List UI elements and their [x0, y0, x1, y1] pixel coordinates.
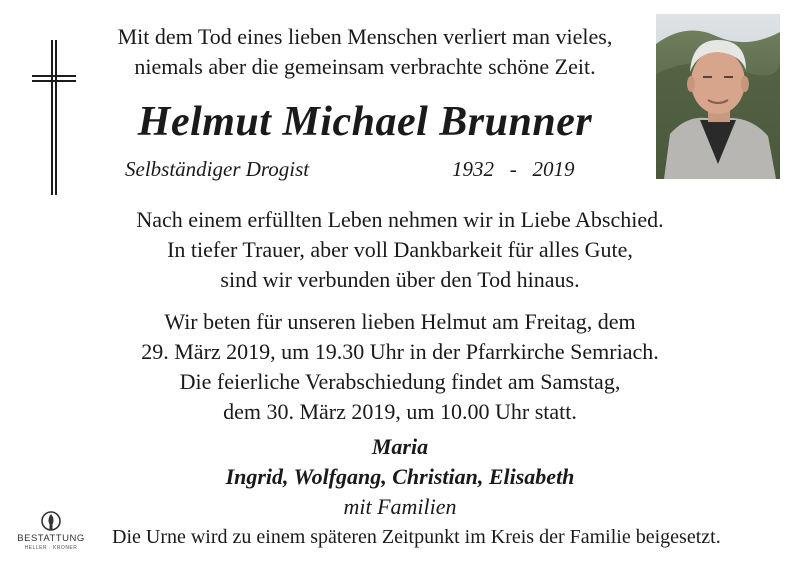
quote-line: niemals aber die gemeinsam verbrachte schöne Zeit.	[134, 54, 596, 79]
funeral-home-logo-subtext: HELLER · KRONER	[24, 545, 78, 551]
service-paragraph	[60, 307, 740, 427]
opening-quote	[80, 22, 650, 82]
farewell-paragraph	[60, 205, 740, 295]
quote-line: Mit dem Tod eines lieben Menschen verliert man vieles,	[117, 24, 613, 49]
paragraph-line: sind wir verbunden über den Tod hinaus.	[220, 267, 580, 292]
cross-icon	[30, 40, 78, 195]
mourner-families: mit Familien	[343, 494, 457, 519]
paragraph-line: 29. März 2019, um 19.30 Uhr in der Pfarrkirche Semriach.	[141, 339, 659, 364]
funeral-home-logo-text: BESTATTUNG	[17, 533, 85, 544]
deceased-name: Helmut Michael Brunner	[137, 99, 593, 145]
paragraph-line: In tiefer Trauer, aber voll Dankbarkeit für alles Gute,	[167, 237, 633, 262]
mourners-list	[100, 432, 700, 522]
paragraph-line: Nach einem erfüllten Leben nehmen wir in Liebe Abschied.	[136, 207, 664, 232]
paragraph-line: Die feierliche Verabschiedung findet am Samstag,	[179, 369, 621, 394]
urn-note: Die Urne wird zu einem späteren Zeitpunkt im Kreis der Familie beigesetzt.	[112, 526, 721, 548]
life-years: 1932 - 2019	[452, 157, 575, 181]
portrait-photo	[656, 14, 780, 179]
mourner-primary: Maria	[371, 434, 429, 459]
mourner-names: Ingrid, Wolfgang, Christian, Elisabeth	[225, 464, 575, 489]
paragraph-line: dem 30. März 2019, um 10.00 Uhr statt.	[223, 399, 577, 424]
paragraph-line: Wir beten für unseren lieben Helmut am Freitag, dem	[164, 309, 636, 334]
deceased-occupation: Selbständiger Drogist	[125, 157, 310, 181]
